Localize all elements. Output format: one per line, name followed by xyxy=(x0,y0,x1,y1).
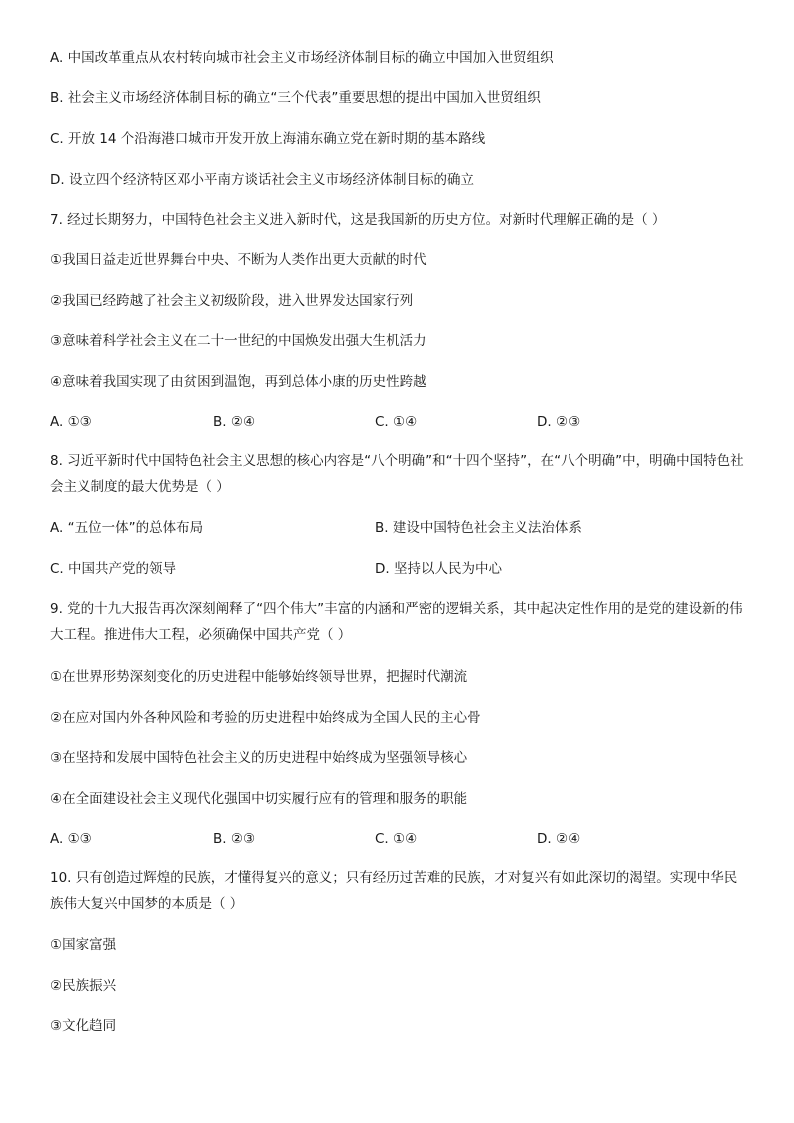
q6-option-c: C. 开放 14 个沿海港口城市开发开放上海浦东确立党在新时期的基本路线 xyxy=(50,131,486,147)
q7-statement-2: ②我国已经跨越了社会主义初级阶段，进入世界发达国家行列 xyxy=(50,293,414,309)
q8-option-c: C. 中国共产党的领导 xyxy=(50,561,177,577)
q7-option-c: C. ①④ xyxy=(375,414,418,430)
q9-option-d: D. ②④ xyxy=(537,831,581,847)
q8-options-row-2 xyxy=(50,559,750,579)
q9-stem: 9. 党的十九大报告再次深刻阐释了“四个伟大”丰富的内涵和严密的逻辑关系，其中起决定性作用的是党的建设新的伟大工程。推进伟大工程，必须确保中国共产党（ ） xyxy=(50,601,743,643)
q8-option-a: A. “五位一体”的总体布局 xyxy=(50,520,204,536)
q8-options-row-1 xyxy=(50,518,750,538)
q9-statement-1: ①在世界形势深刻变化的历史进程中能够始终领导世界，把握时代潮流 xyxy=(50,669,468,685)
q9-options xyxy=(50,829,750,849)
q8-option-d: D. 坚持以人民为中心 xyxy=(375,561,502,577)
q7-option-a: A. ①③ xyxy=(50,414,92,430)
q8-option-b: B. 建设中国特色社会主义法治体系 xyxy=(375,520,582,536)
q7-options xyxy=(50,412,750,432)
q7-statement-1: ①我国日益走近世界舞台中央、不断为人类作出更大贡献的时代 xyxy=(50,252,427,268)
q9-option-b: B. ②③ xyxy=(213,831,256,847)
q9-statement-2: ②在应对国内外各种风险和考验的历史进程中始终成为全国人民的主心骨 xyxy=(50,710,481,726)
q7-option-b: B. ②④ xyxy=(213,414,256,430)
q6-option-d: D. 设立四个经济特区邓小平南方谈话社会主义市场经济体制目标的确立 xyxy=(50,172,474,188)
q10-statement-2: ②民族振兴 xyxy=(50,978,117,994)
q6-option-b: B. 社会主义市场经济体制目标的确立“三个代表”重要思想的提出中国加入世贸组织 xyxy=(50,90,541,106)
q10-stem: 10. 只有创造过辉煌的民族，才懂得复兴的意义；只有经历过苦难的民族，才对复兴有如此深切的渴望。实现中华民族伟大复兴中国梦的本质是（ ） xyxy=(50,870,738,912)
q7-stem: 7. 经过长期努力，中国特色社会主义进入新时代，这是我国新的历史方位。对新时代理解正确的是（ ） xyxy=(50,212,666,228)
q10-statement-1: ①国家富强 xyxy=(50,937,117,953)
q6-option-a: A. 中国改革重点从农村转向城市社会主义市场经济体制目标的确立中国加入世贸组织 xyxy=(50,50,554,66)
q7-option-d: D. ②③ xyxy=(537,414,581,430)
q7-statement-4: ④意味着我国实现了由贫困到温饱，再到总体小康的历史性跨越 xyxy=(50,374,427,390)
q8-stem: 8. 习近平新时代中国特色社会主义思想的核心内容是“八个明确”和“十四个坚持”，在“八个明确”中，明确中国特色社会主义制度的最大优势是（ ） xyxy=(50,453,744,495)
q9-option-a: A. ①③ xyxy=(50,831,92,847)
q9-statement-4: ④在全面建设社会主义现代化强国中切实履行应有的管理和服务的职能 xyxy=(50,791,468,807)
q7-statement-3: ③意味着科学社会主义在二十一世纪的中国焕发出强大生机活力 xyxy=(50,333,427,349)
q9-statement-3: ③在坚持和发展中国特色社会主义的历史进程中始终成为坚强领导核心 xyxy=(50,750,468,766)
q10-statement-3: ③文化趋同 xyxy=(50,1018,117,1034)
q9-option-c: C. ①④ xyxy=(375,831,418,847)
